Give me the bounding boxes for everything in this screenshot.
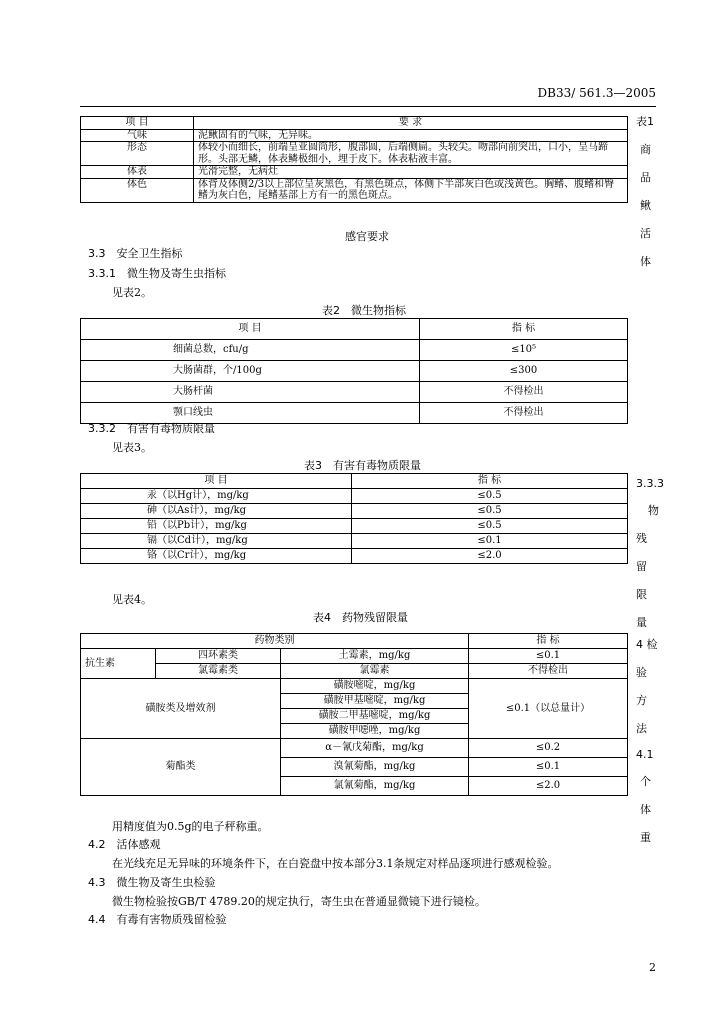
table-row [81,664,628,679]
t4-item: 氯氰菊酯，mg/kg [281,777,469,796]
t4-val: 不得检出 [469,664,628,679]
side-label: 物 [648,504,659,517]
drug-residue-table [80,633,628,796]
t2-item: 大肠杆菌 [81,382,420,403]
side-label: 残 [636,532,647,545]
t4-val: ≤0.1 [469,758,628,777]
side-label: 验 [636,666,647,679]
t1-header-req: 要 求 [194,117,628,130]
t4-chloramphenicol: 氯霉素类 [156,664,281,679]
side-label: 商 [640,143,651,156]
section-4-4: 4.4 有毒有害物质残留检验 [88,913,227,926]
side-label: 表1 [636,115,654,128]
side-labels-2 [636,477,664,642]
toxic-table [80,473,628,564]
table-row [81,649,628,664]
table-row [81,166,628,179]
t4-antibiotic: 抗生素 [81,649,156,679]
t4-item: 磺胺二甲基嘧啶，mg/kg [281,709,469,724]
side-label: 品 [640,171,651,184]
table-2-caption: 表2 微生物指标 [322,304,406,317]
see-table-4: 见表4。 [112,593,152,606]
section-4-3: 4.3 微生物及寄生虫检验 [88,876,216,889]
t2-item: 颚口线虫 [81,403,420,424]
side-label: 方 [636,694,647,707]
t4-header-val: 指 标 [469,634,628,649]
t1-item: 形态 [81,142,194,166]
table-row [81,361,628,382]
t4-item: 磺胺甲基嘧啶，mg/kg [281,694,469,709]
t1-header-item: 项 目 [81,117,194,130]
t4-tetracycline: 四环素类 [156,649,281,664]
side-label: 活 [640,227,651,240]
side-label: 留 [636,560,647,573]
side-label: 限 [636,588,647,601]
t3-item: 铅（以Pb计），mg/kg [81,519,352,534]
side-label: 个 [640,775,651,788]
t1-req: 光滑完整，无病灶 [194,166,628,179]
text-4-2: 在光线充足无异味的环境条件下，在白瓷盘中按本部分3.1条规定对样品逐项进行感观检验。 [112,857,559,870]
table-row [81,489,628,504]
see-table-2: 见表2。 [112,286,152,299]
side-label: 体 [640,255,651,268]
sensory-caption: 感官要求 [345,230,389,243]
table-row [81,178,628,202]
t3-item: 汞（以Hg计），mg/kg [81,489,352,504]
t4-sulfa: 磺胺类及增效剂 [81,679,281,739]
table-row [81,382,628,403]
table-row [81,142,628,166]
table-row [81,739,628,758]
section-3-3-1: 3.3.1 微生物及寄生虫指标 [88,267,226,280]
table-row [81,679,628,694]
t4-val: ≤2.0 [469,777,628,796]
table-3-caption: 表3 有害有毒物质限量 [304,459,421,472]
weigh-text: 用精度值为0.5g的电子秤称重。 [112,820,269,833]
t4-item: α－氰戊菊酯，mg/kg [281,739,469,758]
t3-val: ≤0.1 [352,534,628,549]
section-4-2: 4.2 活体感观 [88,838,161,851]
t3-header-item: 项 目 [81,474,352,489]
table-row [81,504,628,519]
t4-item: 土霉素，mg/kg [281,649,469,664]
t1-req: 体背及体侧2/3以上部位呈灰黑色，有黑色斑点，体侧下半部灰白色或浅黄色。胸鳍、腹鳍和臀鳍为灰白色，尾鳍基部上方有一的黑色斑点。 [194,178,628,202]
table-row [81,549,628,564]
t3-item: 砷（以As计），mg/kg [81,504,352,519]
t3-val: ≤2.0 [352,549,628,564]
document-code: DB33/ 561.3—2005 [537,86,656,100]
side-label: 鳅 [640,199,651,212]
t1-req: 泥鳅固有的气味，无异味。 [194,129,628,142]
t3-header-val: 指 标 [352,474,628,489]
page-number: 2 [649,961,656,974]
t1-item: 体表 [81,166,194,179]
t3-val: ≤0.5 [352,489,628,504]
t4-val: ≤0.1 [469,649,628,664]
t4-pyrethroid: 菊酯类 [81,739,281,796]
t2-item: 大肠菌群，个/100g [81,361,420,382]
t2-val: 不得检出 [420,382,628,403]
t2-item: 细菌总数，cfu/g [81,340,420,361]
table-4-caption: 表4 药物残留限量 [313,611,408,624]
t2-val: 不得检出 [420,403,628,424]
t2-header-item: 项 目 [81,319,420,340]
side-label: 3.3.3 [636,477,664,490]
t4-header-cat: 药物类别 [81,634,469,649]
t4-val: ≤0.2 [469,739,628,758]
t4-item: 磺胺甲噁唑，mg/kg [281,724,469,739]
see-table-3: 见表3。 [112,441,152,454]
side-label: 法 [636,722,647,735]
t1-item: 体色 [81,178,194,202]
section-3-3: 3.3 安全卫生指标 [88,247,183,260]
t4-val: ≤0.1（以总量计） [469,679,628,739]
side-labels-3 [636,636,658,857]
t2-header-val: 指 标 [420,319,628,340]
section-3-3-2: 3.3.2 有害有毒物质限量 [88,422,215,435]
table-row [81,519,628,534]
table-row [81,340,628,361]
t4-item: 氯霉素 [281,664,469,679]
t4-item: 溴氰菊酯，mg/kg [281,758,469,777]
side-label: 量 [636,616,647,629]
t2-val: ≤300 [420,361,628,382]
table-row [81,129,628,142]
header-divider [80,106,656,107]
side-label: 4.1 [636,748,654,761]
text-4-3: 微生物检验按GB/T 4789.20的规定执行，寄生虫在普通显微镜下进行镜检。 [112,895,486,908]
side-label: 重 [640,831,651,844]
t3-item: 镉（以Cd计），mg/kg [81,534,352,549]
side-labels-1 [636,113,654,281]
t3-val: ≤0.5 [352,504,628,519]
table-row [81,534,628,549]
sensory-table [80,116,628,203]
t1-req: 体较小而细长，前端呈亚圆筒形，腹部圆，后端侧扁。头较尖。吻部向前突出，口小，呈马蹄形。头部无鳞，体表鳞极细小，埋于皮下。体表粘液丰富。 [194,142,628,166]
t3-item: 铬（以Cr计），mg/kg [81,549,352,564]
t4-item: 磺胺嘧啶，mg/kg [281,679,469,694]
t1-item: 气味 [81,129,194,142]
side-label: 4 检 [636,638,658,651]
side-label: 体 [640,803,651,816]
t2-val: ≤10⁵ [420,340,628,361]
microbe-table [80,318,628,424]
t3-val: ≤0.5 [352,519,628,534]
